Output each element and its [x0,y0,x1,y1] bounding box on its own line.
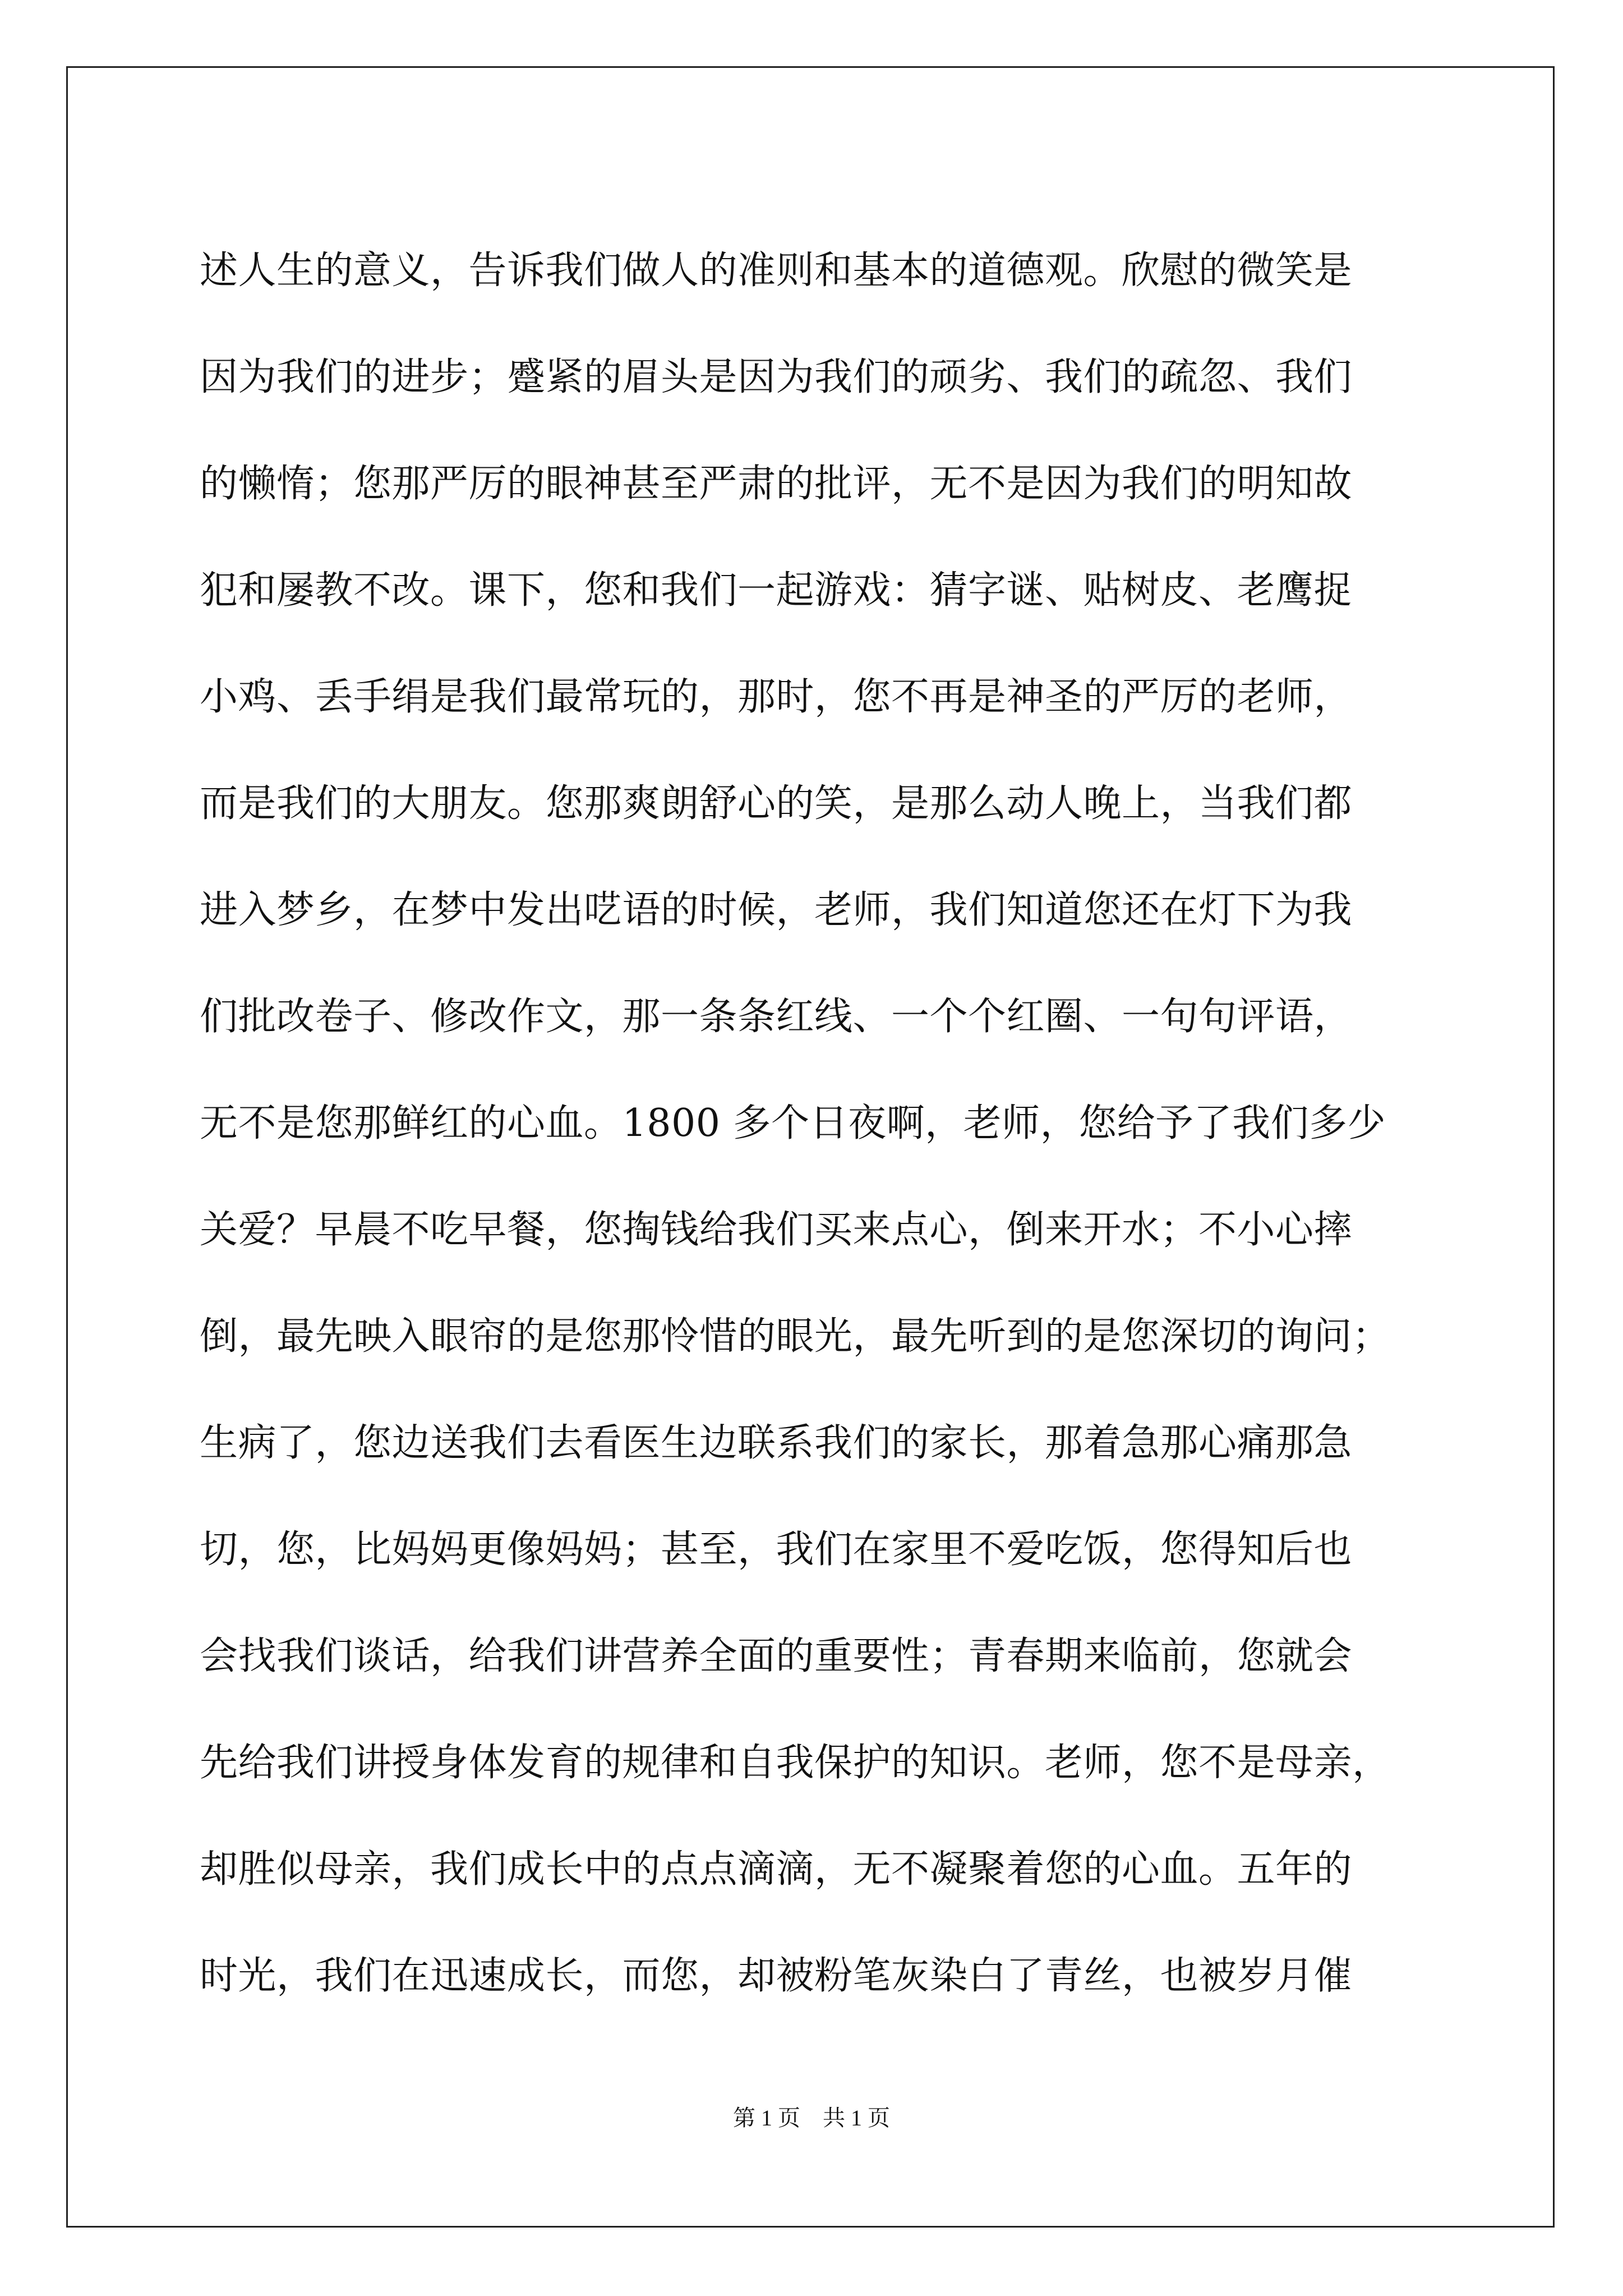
text-line: 犯和屡教不改。课下，您和我们一起游戏：猜字谜、贴树皮、老鹰捉 [200,568,1353,613]
text-line: 却胜似母亲，我们成长中的点点滴滴，无不凝聚着您的心血。五年的 [200,1847,1353,1892]
text-line: 生病了，您边送我们去看医生边联系我们的家长，那着急那心痛那急 [200,1421,1353,1465]
text-line: 切，您，比妈妈更像妈妈；甚至，我们在家里不爱吃饭，您得知后也 [200,1527,1353,1572]
text-line: 述人生的意义，告诉我们做人的准则和基本的道德观。欣慰的微笑是 [200,249,1353,293]
text-line: 进入梦乡，在梦中发出呓语的时候，老师，我们知道您还在灯下为我 [200,888,1353,932]
document-body [200,218,1445,2030]
text-line: 倒，最先映入眼帘的是您那怜惜的眼光，最先听到的是您深切的询问； [200,1314,1391,1359]
text-line: 无不是您那鲜红的心血。1800 多个日夜啊，老师，您给予了我们多少 [200,1101,1386,1145]
text-line: 时光，我们在迅速成长，而您，却被粉笔灰染白了青丝，也被岁月催 [200,1954,1353,1998]
text-line: 们批改卷子、修改作文，那一条条红线、一个个红圈、一句句评语， [200,995,1353,1039]
text-line: 因为我们的进步；蹙紧的眉头是因为我们的顽劣、我们的疏忽、我们 [200,355,1353,399]
text-line: 先给我们讲授身体发育的规律和自我保护的知识。老师，您不是母亲， [200,1741,1391,1785]
text-line: 关爱？早晨不吃早餐，您掏钱给我们买来点心，倒来开水；不小心摔 [200,1208,1353,1252]
text-line: 的懒惰；您那严厉的眼神甚至严肃的批评，无不是因为我们的明知故 [200,462,1353,506]
text-line: 会找我们谈话，给我们讲营养全面的重要性；青春期来临前，您就会 [200,1634,1353,1678]
page-number-footer: 第 1 页 共 1 页 [733,2105,890,2131]
text-line: 而是我们的大朋友。您那爽朗舒心的笑，是那么动人晚上，当我们都 [200,781,1353,826]
text-line: 小鸡、丢手绢是我们最常玩的，那时，您不再是神圣的严厉的老师， [200,675,1353,719]
